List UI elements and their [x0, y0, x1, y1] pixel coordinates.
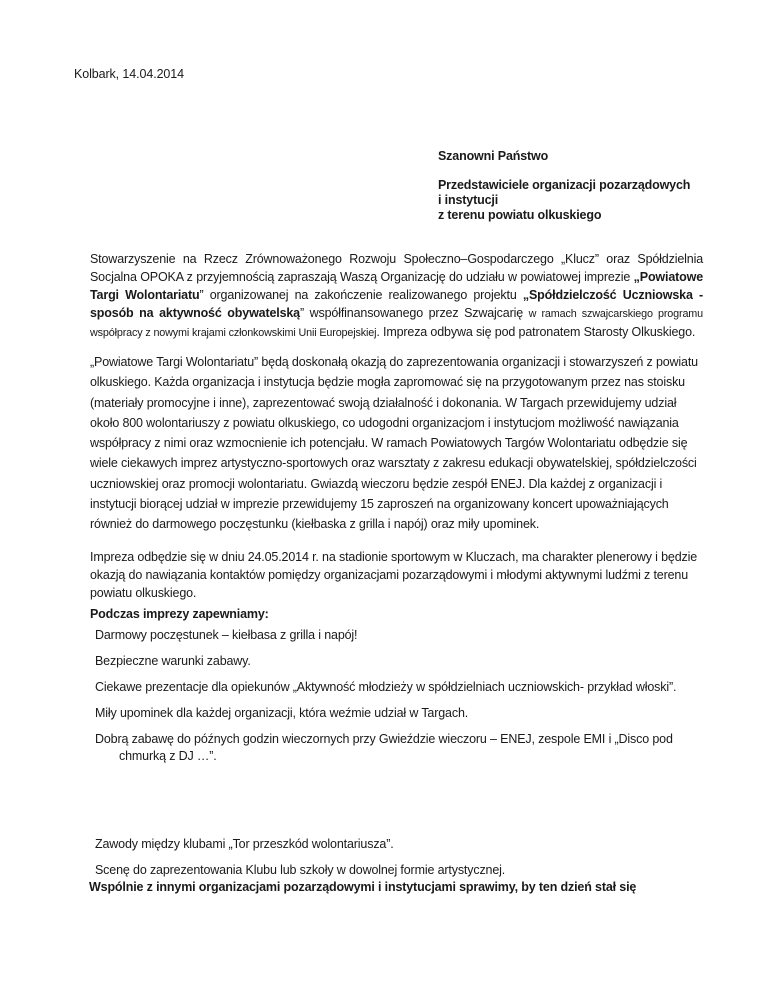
closing-statement: Wspólnie z innymi organizacjami pozarządowymi i instytucjami sprawimy, by ten dzień stał się: [89, 880, 637, 894]
addressee-line-2: i instytucji: [438, 193, 499, 207]
addressee-line-1: Przedstawiciele organizacji pozarządowych: [438, 178, 691, 192]
intro-paragraph: [90, 250, 703, 342]
list-item: Darmowy poczęstunek – kiełbasa z grilla i napój!: [95, 628, 358, 642]
event-info-paragraph: Impreza odbędzie się w dniu 24.05.2014 r. na stadionie sportowym w Kluczach, ma charakter plenerowy i będzie okazją do nawiązania kontaktów pomiędzy organizacjami pozarządowymi i młodymi aktywnymi ludźmi z terenu powiatu olkuskiego.: [90, 550, 698, 600]
project-name: „Spółdzielczość Uczniowska - sposób na aktywność obywatelską: [90, 288, 703, 320]
list-item: Dobrą zabawę do późnych godzin wieczornych przy Gwieździe wieczoru – ENEJ, zespole EMI i „Disco pod chmurką z DJ …”.: [95, 732, 673, 763]
addressee-line-3: z terenu powiatu olkuskiego: [438, 208, 602, 222]
event-name: „Powiatowe Targi Wolontariatu: [90, 270, 703, 302]
list-item: Miły upominek dla każdej organizacji, która weźmie udział w Targach.: [95, 706, 469, 720]
list-heading: Podczas imprezy zapewniamy:: [90, 607, 269, 621]
list-item: Bezpieczne warunki zabawy.: [95, 654, 251, 668]
intro-text-4: . Impreza odbywa się pod patronatem Starosty Olkuskiego.: [376, 325, 696, 339]
addressee-block: [438, 149, 690, 223]
intro-text-2: ” organizowanej na zakończenie realizowanego projektu: [199, 288, 523, 302]
list-item: Zawody między klubami „Tor przeszkód wolontariusza”.: [95, 837, 394, 851]
benefits-list: [95, 627, 705, 774]
list-item: Scenę do zaprezentowania Klubu lub szkoły w dowolnej formie artystycznej.: [95, 863, 506, 877]
program-note: w ramach szwajcarskiego programu współpracy z nowymi krajami członkowskimi Unii Europejskiej: [90, 308, 703, 339]
place-date: Kolbark, 14.04.2014: [74, 67, 184, 81]
list-item: Ciekawe prezentacje dla opiekunów „Aktywność młodzieży w spółdzielniach uczniowskich- przykład włoski”.: [95, 680, 677, 694]
intro-text-3: ” współfinansowanego przez Szwajcarię: [300, 306, 529, 320]
details-paragraph: „Powiatowe Targi Wolontariatu” będą doskonałą okazją do zaprezentowania organizacji i stowarzyszeń z powiatu olkuskiego. Każda organizacja i instytucja będzie mogła zapromować się na przygotowanym przez nas stoisku (materiały promocyjne i inne), zaprezentować swoją działalność i dokonania. W Targach przewidujemy udział około 800 wolontariuszy z powiatu olkuskiego, co udogodni organizacjom i instytucjom możliwość nawiązania współpracy z nimi oraz wzmocnienie ich potencjału. W ramach Powiatowych Targów Wolontariatu odbędzie się wiele ciekawych imprez artystyczno-sportowych oraz warsztaty z zakresu edukacji obywatelskiej, spółdzielczości uczniowskiej oraz promocji wolontariatu. Gwiazdą wieczoru będzie zespół ENEJ. Dla każdej z organizacji i instytucji biorącej udział w imprezie przewidujemy 15 zaproszeń na organizowany koncert upoważniających również do darmowego poczęstunku (kiełbaska z grilla i napój) oraz miły upominek.: [90, 355, 698, 532]
salutation: Szanowni Państwo: [438, 149, 549, 163]
intro-text-1: Stowarzyszenie na Rzecz Zrównoważonego Rozwoju Społeczno–Gospodarczego „Klucz” oraz Spółdzielnia Socjalna OPOKA z przyjemnością zapraszają Waszą Organizację do udziału w powiatowej imprezie: [90, 252, 703, 284]
